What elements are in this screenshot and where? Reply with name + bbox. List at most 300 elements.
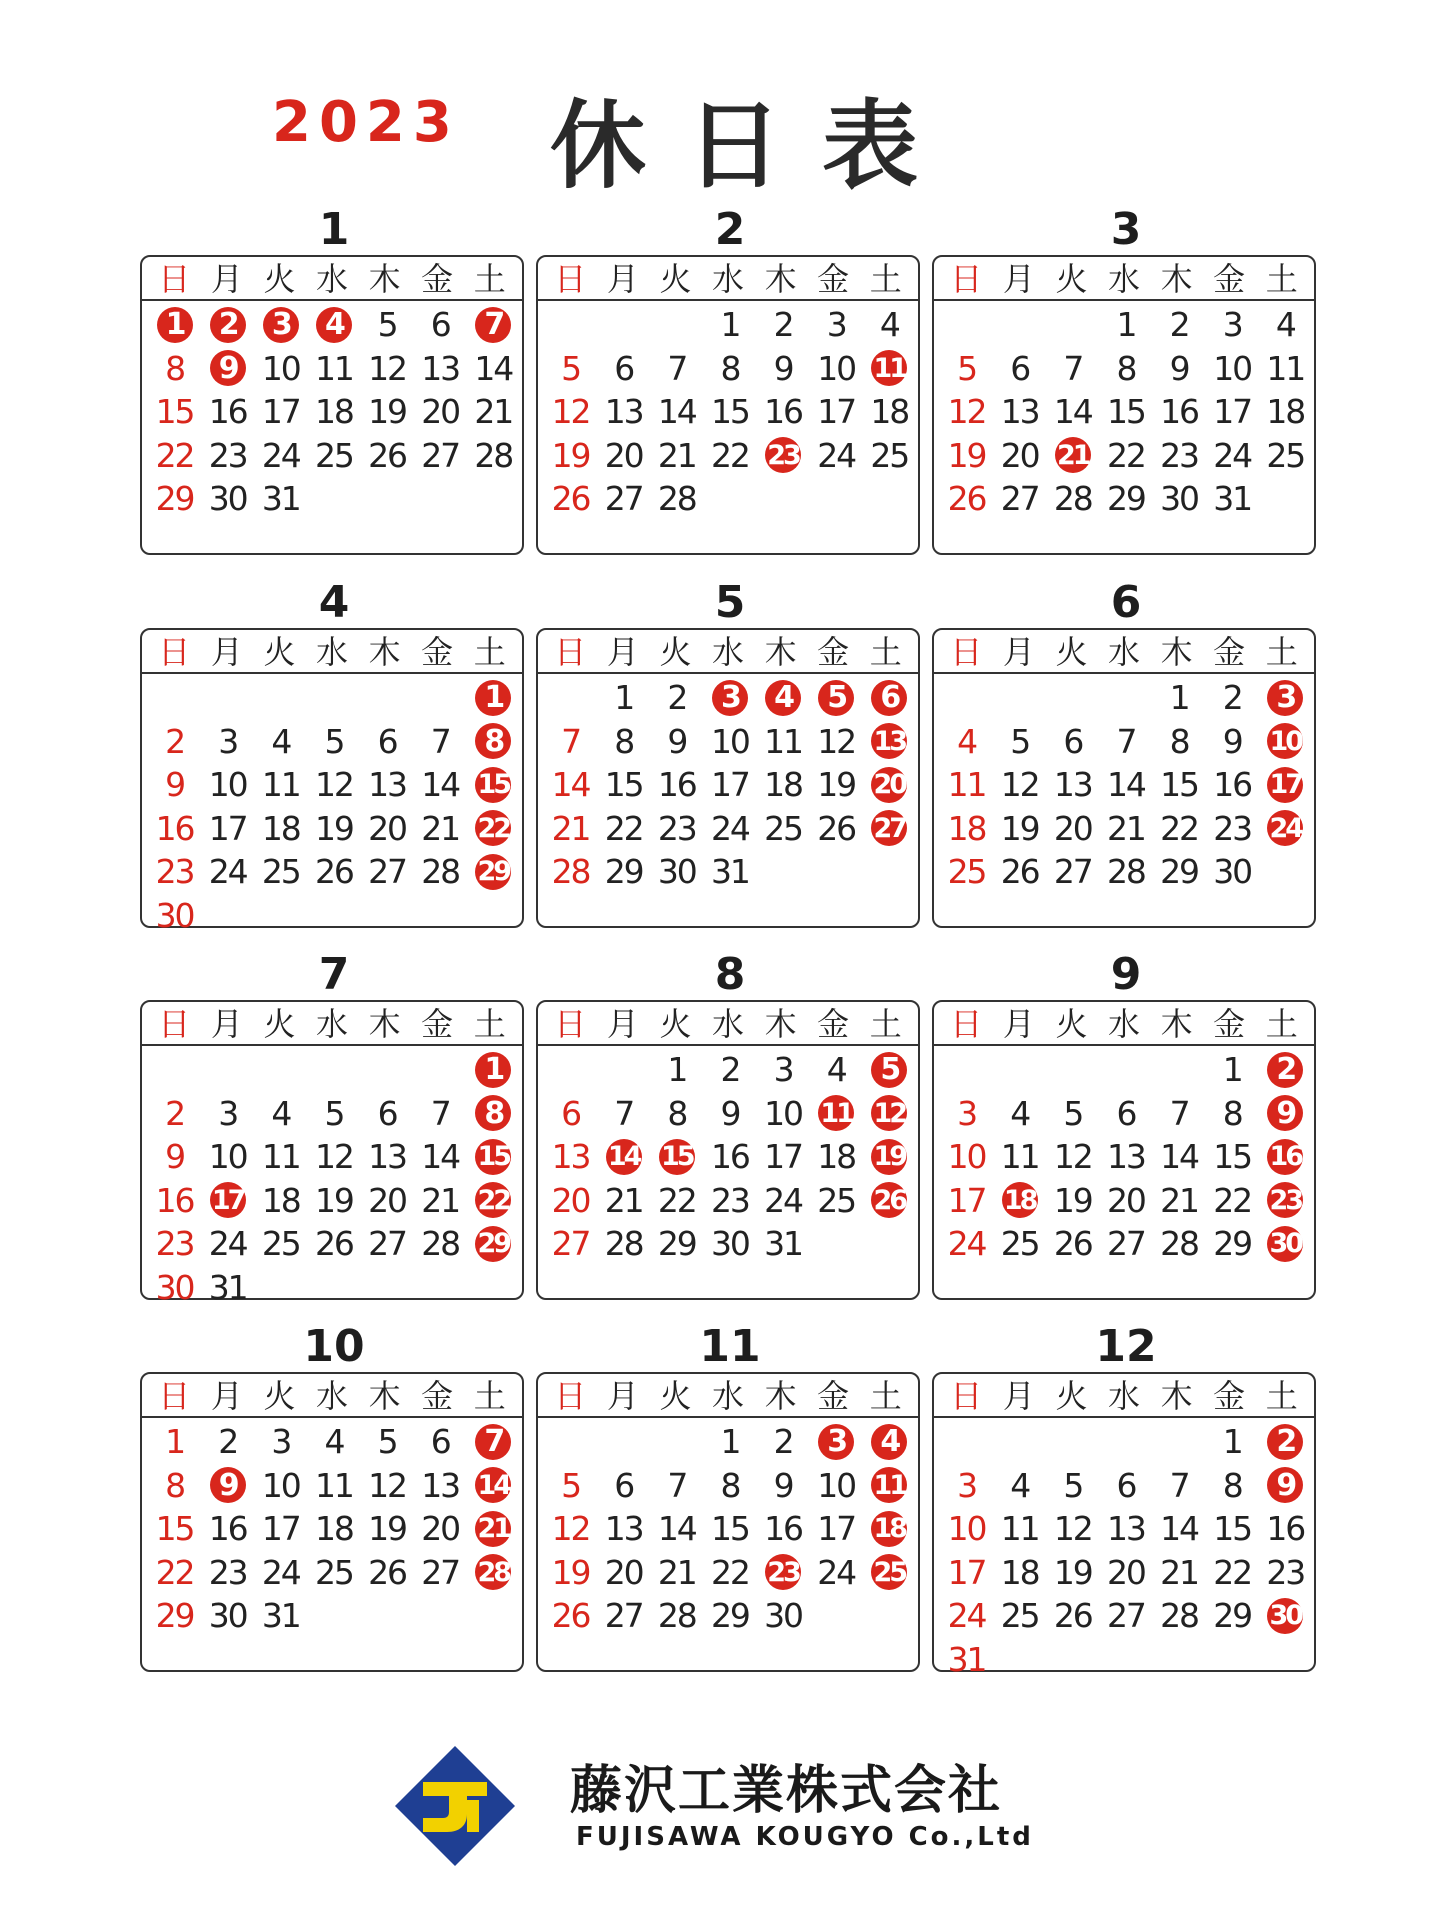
empty-day-cell	[993, 676, 1046, 720]
empty-day-cell	[414, 676, 467, 720]
weekday-label: 金	[817, 1005, 850, 1043]
day: 28	[474, 435, 513, 475]
day: 8	[720, 1465, 740, 1505]
empty-day-cell	[940, 303, 993, 347]
day: 11	[314, 348, 353, 388]
day: 11	[1266, 348, 1305, 388]
day: 16	[710, 1137, 749, 1177]
day: 17	[710, 765, 749, 805]
day: 16	[764, 1509, 803, 1549]
empty-day-cell	[1153, 1420, 1206, 1464]
empty-day-cell	[993, 1638, 1046, 1682]
month-number: 10	[303, 1321, 365, 1372]
day: 21	[657, 1552, 696, 1592]
holiday-marker: 19	[871, 1139, 907, 1175]
day: 18	[870, 392, 909, 432]
weekday-label: 水	[316, 260, 349, 298]
empty-day-cell	[757, 850, 810, 894]
holiday-day	[201, 1464, 254, 1508]
holiday-marker: 3	[1267, 680, 1303, 716]
day: 15	[155, 1509, 194, 1549]
weekday-label: 月	[210, 633, 243, 671]
day: 2	[1222, 678, 1242, 718]
day: 15	[155, 392, 194, 432]
month-6	[932, 578, 1320, 928]
day: 25	[314, 1552, 353, 1592]
holiday-marker: 3	[818, 1424, 854, 1460]
holiday-day	[467, 1048, 520, 1092]
day: 24	[261, 435, 300, 475]
day: 27	[1106, 1224, 1145, 1264]
day: 24	[764, 1180, 803, 1220]
empty-day-cell	[650, 1420, 703, 1464]
day: 4	[271, 1093, 291, 1133]
holiday-marker: 28	[475, 1554, 511, 1590]
day: 11	[261, 1137, 300, 1177]
week-row	[544, 477, 916, 521]
holiday-marker: 24	[1267, 810, 1303, 846]
day: 2	[165, 721, 185, 761]
day: 17	[947, 1180, 986, 1220]
month-number: 7	[318, 949, 350, 1000]
day: 30	[155, 895, 194, 935]
day: 5	[1063, 1093, 1083, 1133]
holiday-day	[467, 1179, 520, 1223]
weekday-label: 木	[368, 1377, 401, 1415]
day: 28	[1053, 479, 1092, 519]
month-box	[536, 1000, 920, 1300]
day: 18	[314, 1509, 353, 1549]
day: 27	[1106, 1596, 1145, 1636]
day: 7	[1063, 348, 1083, 388]
day: 7	[1116, 721, 1136, 761]
holiday-marker: 15	[659, 1139, 695, 1175]
day: 13	[368, 765, 407, 805]
day: 2	[667, 678, 687, 718]
empty-day-cell	[414, 1048, 467, 1092]
month-number: 3	[1110, 204, 1142, 255]
day: 13	[368, 1137, 407, 1177]
day: 6	[430, 1422, 450, 1462]
day: 20	[1000, 435, 1039, 475]
day: 26	[314, 1224, 353, 1264]
week-row	[544, 807, 916, 851]
empty-day-cell	[810, 1222, 863, 1266]
empty-day-cell	[307, 1048, 360, 1092]
day: 9	[773, 1465, 793, 1505]
holiday-day	[863, 1507, 916, 1551]
weekday-label: 月	[1002, 633, 1035, 671]
weekday-header	[934, 630, 1314, 674]
day: 25	[1000, 1224, 1039, 1264]
weekday-label: 土	[1265, 260, 1298, 298]
empty-day-cell	[810, 850, 863, 894]
day: 27	[1053, 852, 1092, 892]
day-grid	[148, 676, 520, 937]
holiday-marker: 8	[475, 1095, 511, 1131]
day: 20	[421, 1509, 460, 1549]
day: 16	[657, 765, 696, 805]
empty-day-cell	[361, 1266, 414, 1310]
day: 4	[1010, 1093, 1030, 1133]
weekday-header	[142, 1374, 522, 1418]
week-row	[544, 1551, 916, 1595]
weekday-label: 火	[263, 1005, 296, 1043]
holiday-day	[1259, 720, 1312, 764]
holiday-day	[467, 763, 520, 807]
day: 26	[551, 1596, 590, 1636]
day: 22	[1213, 1552, 1252, 1592]
weekday-header	[934, 1374, 1314, 1418]
weekday-header	[142, 1002, 522, 1046]
holiday-marker: 7	[475, 307, 511, 343]
day: 14	[421, 1137, 460, 1177]
holiday-marker: 23	[765, 437, 801, 473]
day: 21	[657, 435, 696, 475]
empty-day-cell	[1206, 1638, 1259, 1682]
holiday-day	[148, 303, 201, 347]
empty-day-cell	[1046, 1638, 1099, 1682]
day: 12	[368, 1465, 407, 1505]
day: 19	[314, 808, 353, 848]
day: 22	[710, 1552, 749, 1592]
day: 30	[155, 1267, 194, 1307]
day: 14	[657, 1509, 696, 1549]
day: 3	[773, 1050, 793, 1090]
day: 14	[1160, 1509, 1199, 1549]
day: 3	[218, 721, 238, 761]
day: 1	[1169, 678, 1189, 718]
day: 22	[604, 808, 643, 848]
day: 30	[657, 852, 696, 892]
day: 26	[947, 479, 986, 519]
week-row	[148, 434, 520, 478]
day: 12	[368, 348, 407, 388]
day: 2	[218, 1422, 238, 1462]
empty-day-cell	[148, 1048, 201, 1092]
month-box	[140, 255, 524, 555]
day: 17	[261, 392, 300, 432]
empty-day-cell	[1153, 1638, 1206, 1682]
day: 5	[561, 1465, 581, 1505]
empty-day-cell	[201, 1048, 254, 1092]
week-row	[544, 1222, 916, 1266]
month-number: 2	[714, 204, 746, 255]
empty-day-cell	[254, 1048, 307, 1092]
day: 5	[1010, 721, 1030, 761]
weekday-label: 日	[554, 1005, 587, 1043]
empty-day-cell	[940, 676, 993, 720]
weekday-label: 水	[1108, 260, 1141, 298]
week-row	[544, 676, 916, 720]
fujisawa-logo-icon	[393, 1744, 517, 1868]
empty-day-cell	[361, 477, 414, 521]
holiday-marker: 20	[871, 767, 907, 803]
week-row	[544, 1048, 916, 1092]
weekday-label: 水	[1108, 1005, 1141, 1043]
day: 14	[421, 765, 460, 805]
empty-day-cell	[307, 894, 360, 938]
empty-day-cell	[1099, 1420, 1152, 1464]
day: 16	[155, 1180, 194, 1220]
weekday-label: 日	[158, 633, 191, 671]
empty-day-cell	[307, 1594, 360, 1638]
holiday-day	[810, 1420, 863, 1464]
day: 25	[870, 435, 909, 475]
empty-day-cell	[148, 676, 201, 720]
day: 4	[879, 305, 899, 345]
day: 25	[261, 1224, 300, 1264]
weekday-header	[538, 1002, 918, 1046]
week-row	[148, 1594, 520, 1638]
weekday-label: 火	[263, 260, 296, 298]
holiday-day	[467, 303, 520, 347]
weekday-label: 水	[712, 260, 745, 298]
day: 1	[1222, 1422, 1242, 1462]
empty-day-cell	[1046, 303, 1099, 347]
empty-day-cell	[1099, 1638, 1152, 1682]
day: 20	[1106, 1180, 1145, 1220]
day: 31	[208, 1267, 247, 1307]
day: 19	[368, 1509, 407, 1549]
holiday-day	[467, 1420, 520, 1464]
weekday-label: 日	[158, 260, 191, 298]
day: 29	[604, 852, 643, 892]
company-name-japanese: 藤沢工業株式会社	[570, 1761, 1003, 1821]
week-row	[544, 850, 916, 894]
holiday-day	[1259, 676, 1312, 720]
day: 1	[720, 305, 740, 345]
weekday-label: 火	[263, 633, 296, 671]
day: 17	[947, 1552, 986, 1592]
day: 28	[421, 1224, 460, 1264]
holiday-marker: 25	[871, 1554, 907, 1590]
day: 23	[155, 852, 194, 892]
month-number: 12	[1095, 1321, 1157, 1372]
day: 3	[271, 1422, 291, 1462]
month-box	[932, 255, 1316, 555]
day: 8	[1222, 1465, 1242, 1505]
day: 10	[208, 1137, 247, 1177]
week-row	[940, 477, 1312, 521]
weekday-label: 土	[1265, 1005, 1298, 1043]
day: 27	[1000, 479, 1039, 519]
day: 3	[826, 305, 846, 345]
empty-day-cell	[254, 894, 307, 938]
weekday-label: 日	[950, 260, 983, 298]
month-number: 11	[699, 1321, 761, 1372]
holiday-marker: 8	[475, 723, 511, 759]
weekday-label: 月	[210, 1377, 243, 1415]
week-row	[940, 1594, 1312, 1638]
weekday-label: 水	[712, 1005, 745, 1043]
holiday-day	[863, 1048, 916, 1092]
day: 29	[1160, 852, 1199, 892]
empty-day-cell	[703, 477, 756, 521]
weekday-label: 水	[1108, 633, 1141, 671]
day: 6	[377, 1093, 397, 1133]
weekday-label: 土	[473, 633, 506, 671]
day: 12	[947, 392, 986, 432]
day: 22	[155, 1552, 194, 1592]
day: 3	[218, 1093, 238, 1133]
day: 24	[817, 435, 856, 475]
day: 18	[314, 392, 353, 432]
day: 1	[165, 1422, 185, 1462]
day: 22	[1160, 808, 1199, 848]
week-row	[544, 720, 916, 764]
weekday-label: 月	[1002, 1005, 1035, 1043]
day: 8	[1116, 348, 1136, 388]
day: 17	[1213, 392, 1252, 432]
weekday-label: 金	[421, 633, 454, 671]
day: 20	[1106, 1552, 1145, 1592]
company-footer	[0, 1728, 1440, 1868]
holiday-day	[201, 303, 254, 347]
weekday-label: 土	[473, 1377, 506, 1415]
empty-day-cell	[1259, 1638, 1312, 1682]
day: 28	[551, 852, 590, 892]
day: 15	[604, 765, 643, 805]
year-label: 2023	[272, 90, 460, 155]
day-grid	[940, 676, 1312, 894]
day: 27	[604, 479, 643, 519]
day: 24	[710, 808, 749, 848]
holiday-marker: 14	[606, 1139, 642, 1175]
day: 10	[261, 1465, 300, 1505]
holiday-marker: 1	[157, 307, 193, 343]
weekday-label: 金	[1213, 260, 1246, 298]
day: 7	[1169, 1093, 1189, 1133]
holiday-marker: 14	[475, 1467, 511, 1503]
holiday-day	[254, 303, 307, 347]
day: 3	[1222, 305, 1242, 345]
week-row	[544, 390, 916, 434]
holiday-marker: 1	[475, 1052, 511, 1088]
weekday-label: 金	[421, 260, 454, 298]
empty-day-cell	[810, 477, 863, 521]
holiday-day	[597, 1135, 650, 1179]
day: 7	[430, 1093, 450, 1133]
weekday-label: 水	[1108, 1377, 1141, 1415]
empty-day-cell	[757, 477, 810, 521]
day: 26	[1053, 1596, 1092, 1636]
day: 25	[261, 852, 300, 892]
day: 20	[604, 1552, 643, 1592]
week-row	[940, 850, 1312, 894]
day: 13	[604, 1509, 643, 1549]
empty-day-cell	[1259, 850, 1312, 894]
month-box	[536, 628, 920, 928]
weekday-label: 水	[712, 633, 745, 671]
weekday-label: 土	[1265, 1377, 1298, 1415]
holiday-marker: 11	[871, 350, 907, 386]
weekday-label: 木	[368, 1005, 401, 1043]
week-row	[148, 720, 520, 764]
holiday-day	[1259, 1464, 1312, 1508]
day: 27	[604, 1596, 643, 1636]
holiday-marker: 9	[1267, 1467, 1303, 1503]
weekday-header	[538, 630, 918, 674]
day: 30	[1160, 479, 1199, 519]
holiday-day	[1259, 1135, 1312, 1179]
holiday-day	[1259, 1222, 1312, 1266]
weekday-header	[934, 257, 1314, 301]
week-row	[148, 676, 520, 720]
day: 21	[421, 808, 460, 848]
day: 1	[720, 1422, 740, 1462]
week-row	[148, 1464, 520, 1508]
day: 16	[1266, 1509, 1305, 1549]
day: 14	[551, 765, 590, 805]
day: 2	[773, 1422, 793, 1462]
day: 31	[710, 852, 749, 892]
empty-day-cell	[993, 1420, 1046, 1464]
day: 31	[261, 479, 300, 519]
weekday-label: 土	[473, 260, 506, 298]
day: 24	[208, 852, 247, 892]
week-row	[148, 477, 520, 521]
holiday-marker: 22	[475, 1182, 511, 1218]
week-row	[544, 347, 916, 391]
empty-day-cell	[1046, 676, 1099, 720]
day: 28	[1160, 1224, 1199, 1264]
day: 11	[764, 721, 803, 761]
day: 14	[1106, 765, 1145, 805]
month-box	[140, 1372, 524, 1672]
month-box	[932, 1000, 1316, 1300]
day: 4	[271, 721, 291, 761]
holiday-marker: 15	[475, 767, 511, 803]
month-3	[932, 205, 1320, 555]
holiday-marker: 11	[871, 1467, 907, 1503]
holiday-day	[1046, 434, 1099, 478]
day: 24	[261, 1552, 300, 1592]
week-row	[148, 1266, 520, 1310]
empty-day-cell	[940, 1048, 993, 1092]
weekday-label: 金	[1213, 1377, 1246, 1415]
week-row	[940, 303, 1312, 347]
empty-day-cell	[863, 850, 916, 894]
month-number: 5	[714, 577, 746, 628]
weekday-label: 日	[554, 1377, 587, 1415]
holiday-day	[703, 676, 756, 720]
day: 24	[1213, 435, 1252, 475]
holiday-day	[863, 1551, 916, 1595]
week-row	[544, 303, 916, 347]
day: 31	[1213, 479, 1252, 519]
empty-day-cell	[414, 477, 467, 521]
day: 6	[1063, 721, 1083, 761]
day: 31	[261, 1596, 300, 1636]
day: 8	[720, 348, 740, 388]
day-grid	[544, 676, 916, 894]
weekday-label: 火	[659, 633, 692, 671]
holiday-day	[993, 1179, 1046, 1223]
day: 17	[208, 808, 247, 848]
empty-day-cell	[201, 894, 254, 938]
day: 20	[368, 1180, 407, 1220]
weekday-label: 木	[764, 260, 797, 298]
company-name-english: FUJISAWA KOUGYO Co.,Ltd	[576, 1822, 1034, 1852]
weekday-label: 金	[1213, 633, 1246, 671]
month-8	[536, 950, 924, 1300]
week-row	[940, 434, 1312, 478]
day: 24	[947, 1596, 986, 1636]
day: 4	[826, 1050, 846, 1090]
week-row	[544, 763, 916, 807]
empty-day-cell	[361, 1048, 414, 1092]
